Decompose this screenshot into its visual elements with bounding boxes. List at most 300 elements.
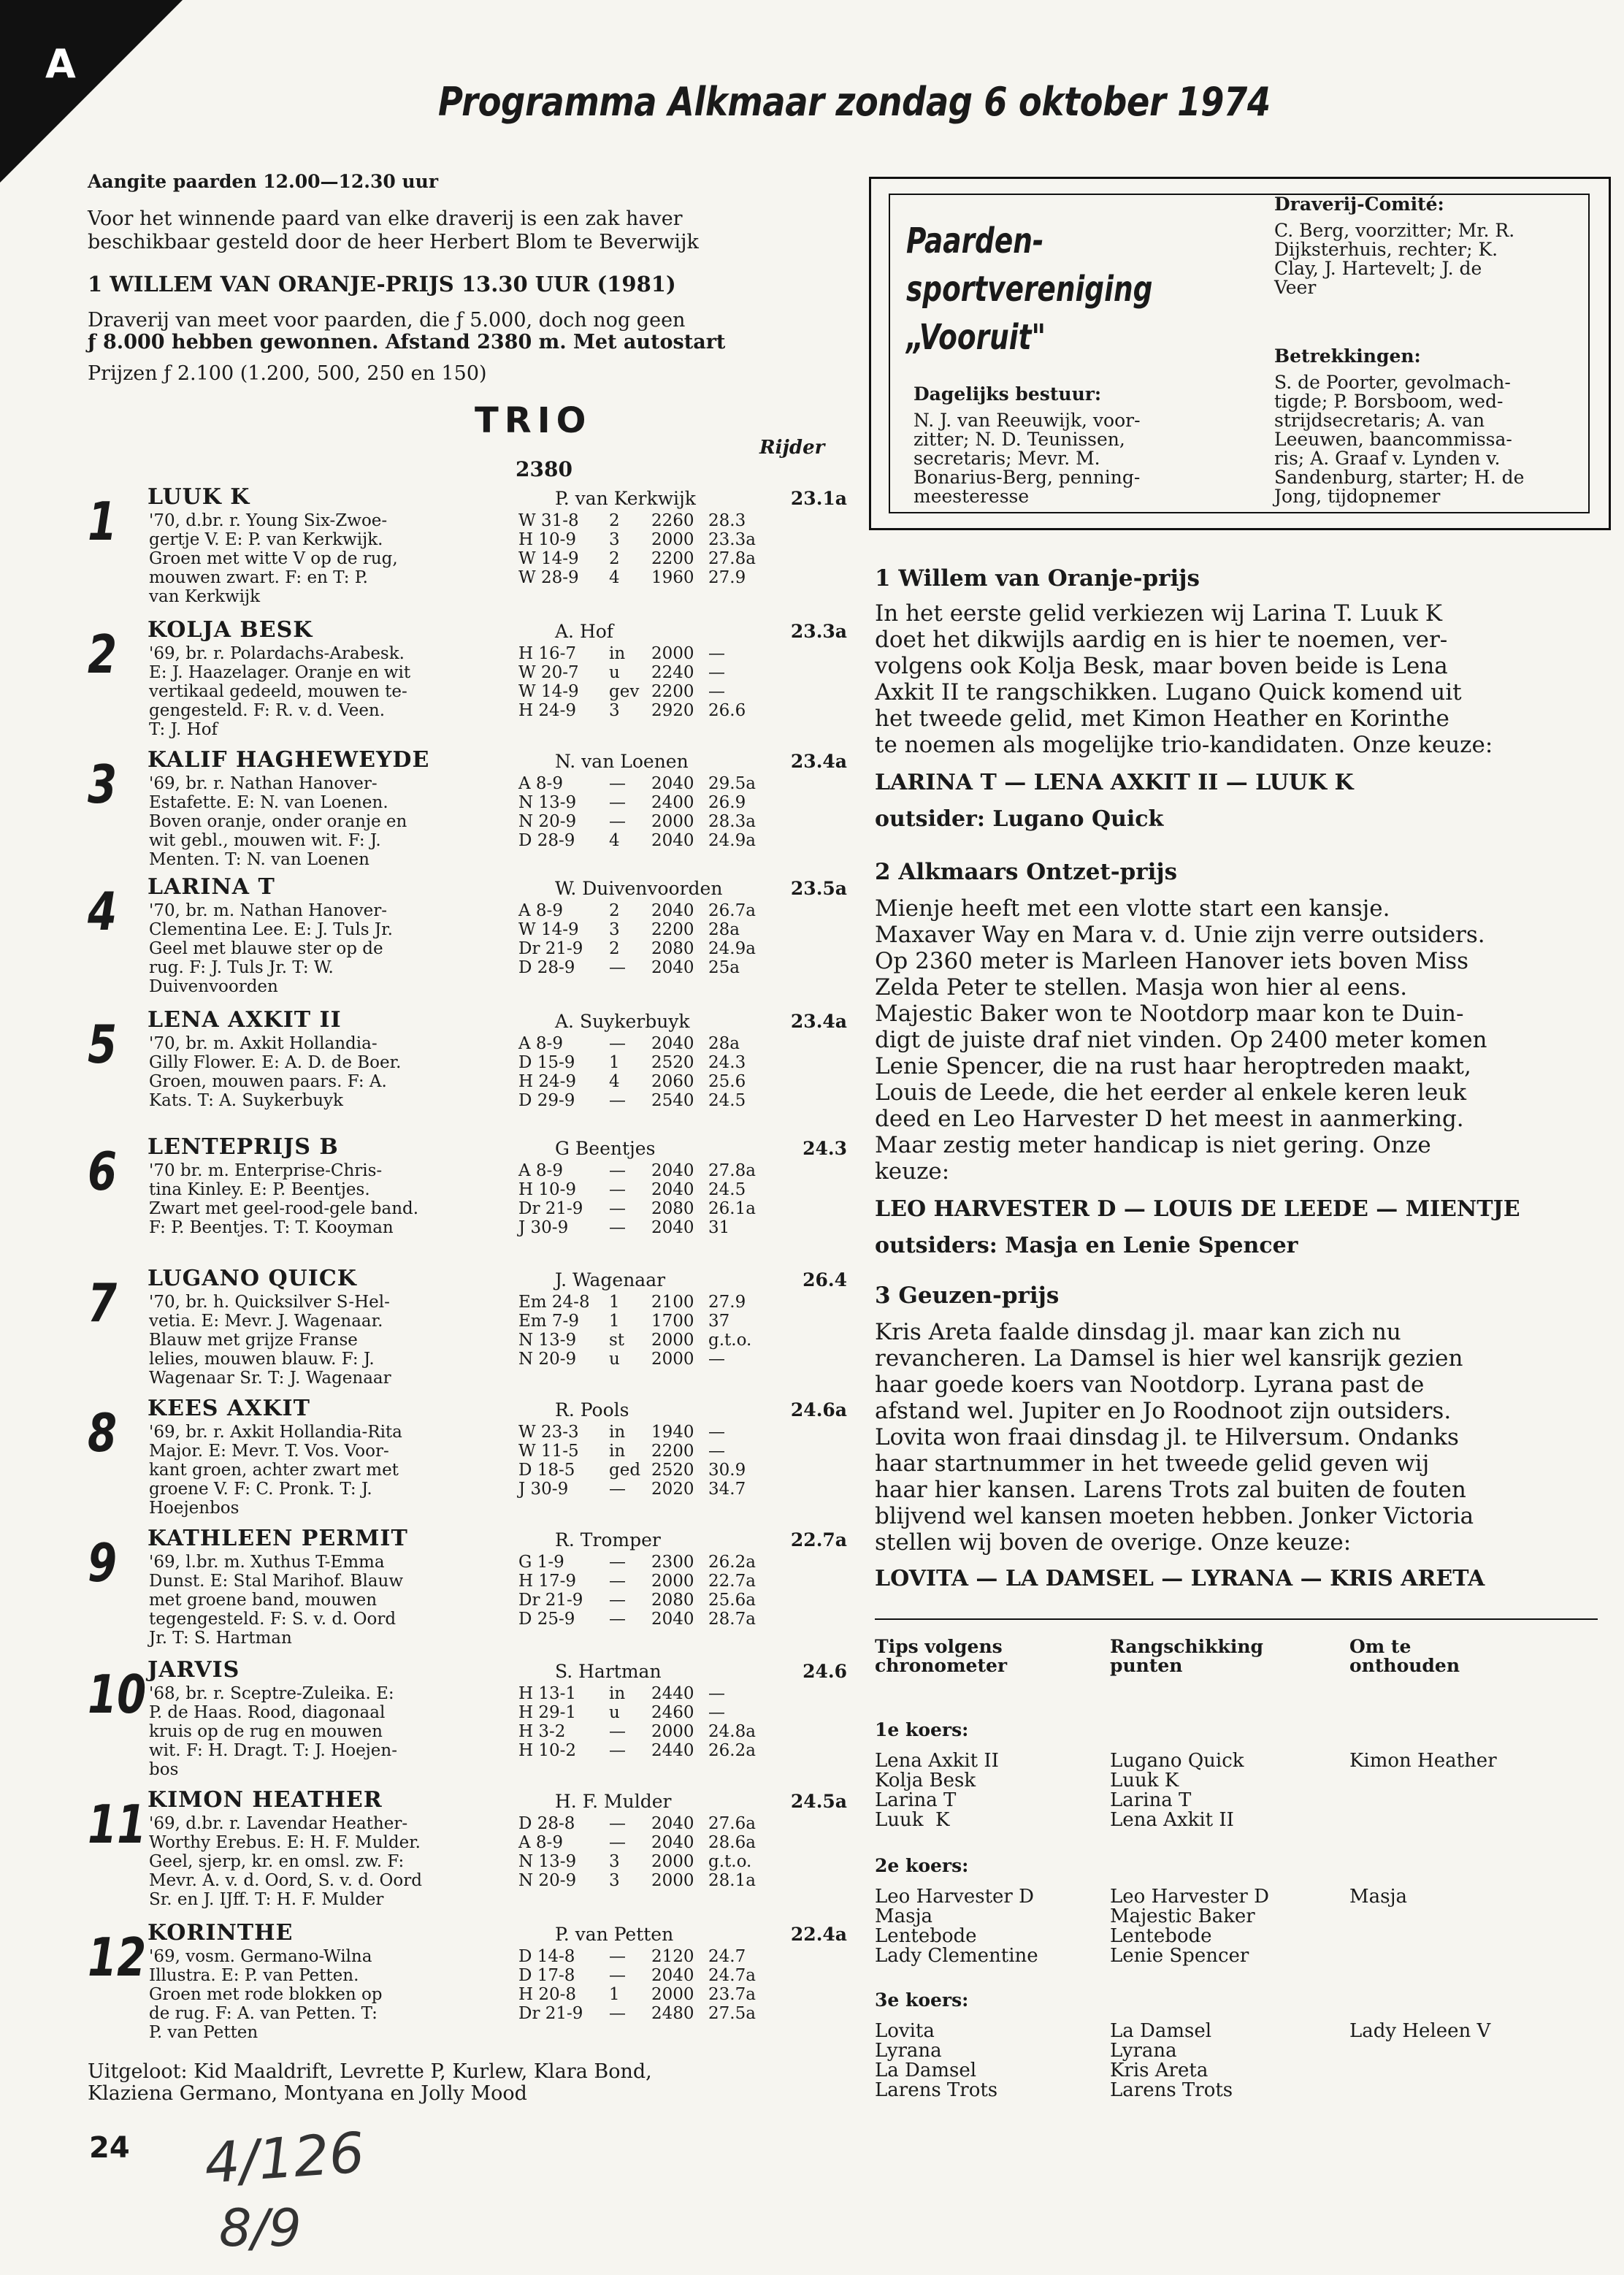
tips-header-chronometer: Tips volgens chronometer: [875, 1636, 1008, 1676]
page-number: 24: [89, 2131, 130, 2165]
result-cell: Dr 21-9: [518, 1199, 583, 1218]
result-cell: H 10-9: [518, 1180, 577, 1199]
result-cell: —: [609, 2004, 626, 2023]
betrekkingen-line: tigde; P. Borsboom, wed-: [1274, 391, 1504, 412]
result-cell: 1700: [651, 1312, 694, 1331]
result-cell: 29.5a: [708, 774, 756, 793]
result-cell: J 30-9: [518, 1480, 569, 1499]
tips-onthouden-list: Kimon Heather: [1349, 1750, 1497, 1772]
result-cell: u: [609, 1350, 620, 1369]
record-time: 24.5a: [790, 1791, 847, 1812]
record-time: 24.6: [803, 1661, 847, 1682]
result-cell: 27.5a: [708, 2004, 756, 2023]
description-line: '68, br. r. Sceptre-Zuleika. E:: [149, 1684, 394, 1703]
commentary-line: haar goede koers van Nootdorp. Lyrana past de: [875, 1372, 1425, 1398]
description-line: Duivenvoorden: [149, 977, 278, 996]
description-line: van Kerkwijk: [149, 587, 261, 606]
result-cell: —: [609, 1814, 626, 1833]
result-cell: —: [609, 1741, 626, 1760]
commentary-line: Kris Areta faalde dinsdag jl. maar kan zich nu: [875, 1319, 1401, 1345]
dagelijks-line: zitter; N. D. Teunissen,: [914, 429, 1125, 450]
horse-name: KEES AXKIT: [148, 1396, 310, 1421]
tips-onthouden-list: Masja: [1349, 1886, 1408, 1908]
rider-name: H. F. Mulder: [555, 1791, 672, 1812]
result-cell: 28.7a: [708, 1610, 756, 1629]
rider-name: R. Tromper: [555, 1529, 661, 1551]
horse-entry: [88, 1266, 847, 1394]
result-cell: 3: [609, 701, 620, 720]
result-cell: —: [609, 1091, 626, 1110]
result-cell: 27.8a: [708, 1161, 756, 1180]
entry-number: 8: [88, 1402, 118, 1464]
result-cell: 1940: [651, 1423, 694, 1442]
description-line: Groen, mouwen paars. F: A.: [149, 1072, 387, 1091]
intro-paragraph: [88, 207, 832, 254]
horse-name: KIMON HEATHER: [148, 1787, 383, 1813]
result-cell: D 25-9: [518, 1610, 575, 1629]
rider-name: W. Duivenvoorden: [555, 878, 723, 899]
result-cell: H 24-9: [518, 1072, 577, 1091]
result-cell: 25.6a: [708, 1591, 756, 1610]
horse-description: [149, 1684, 518, 1779]
result-cell: 2480: [651, 2004, 694, 2023]
result-cell: 28a: [708, 1034, 740, 1053]
result-cell: 2100: [651, 1293, 694, 1312]
description-line: Dunst. E: Stal Marihof. Blauw: [149, 1572, 404, 1591]
recent-results: [518, 644, 847, 720]
result-cell: N 13-9: [518, 1852, 577, 1871]
recent-results: [518, 1293, 847, 1369]
record-time: 22.7a: [790, 1529, 847, 1551]
result-row: [518, 663, 847, 682]
result-row: [518, 682, 847, 701]
rider-name: P. van Kerkwijk: [555, 488, 696, 509]
result-cell: Em 24-8: [518, 1293, 590, 1312]
result-row: [518, 1610, 847, 1629]
tips-punten-list: Lugano Quick Luuk K Larina T Lena Axkit II: [1110, 1750, 1244, 1831]
distance-label: 2380: [516, 457, 572, 481]
record-time: 23.1a: [790, 488, 847, 509]
result-cell: —: [609, 1947, 626, 1966]
entry-number: 5: [88, 1014, 118, 1075]
recent-results: [518, 901, 847, 977]
result-cell: 2000: [651, 1852, 694, 1871]
result-cell: H 3-2: [518, 1722, 566, 1741]
description-line: wit gebl., mouwen wit. F: J.: [149, 831, 381, 850]
rijder-label: Rijder: [759, 437, 825, 459]
rider-name: A. Suykerbuyk: [555, 1011, 690, 1032]
description-line: '70, d.br. r. Young Six-Zwoe-: [149, 511, 388, 530]
result-cell: 2000: [651, 530, 694, 549]
result-row: [518, 831, 847, 850]
result-cell: 2000: [651, 1350, 694, 1369]
description-line: P. van Petten: [149, 2023, 258, 2042]
result-cell: N 20-9: [518, 812, 577, 831]
result-row: [518, 774, 847, 793]
result-cell: 24.5: [708, 1091, 746, 1110]
result-cell: W 23-3: [518, 1423, 579, 1442]
betrekkingen-line: Leeuwen, baancommissa-: [1274, 429, 1512, 450]
result-cell: 28a: [708, 920, 740, 939]
result-row: [518, 793, 847, 812]
race-commentary-title: 3 Geuzen-prijs: [875, 1282, 1060, 1309]
result-cell: Dr 21-9: [518, 1591, 583, 1610]
commentary-line: doet het dikwijls aardig en is hier te noemen, ver-: [875, 627, 1448, 653]
horse-description: [149, 1553, 518, 1648]
entry-number: 6: [88, 1141, 118, 1202]
result-cell: N 13-9: [518, 1331, 577, 1350]
horse-entry: [88, 618, 847, 746]
result-row: [518, 1072, 847, 1091]
horse-name: LUGANO QUICK: [148, 1266, 357, 1291]
result-cell: —: [609, 1722, 626, 1741]
result-row: [518, 958, 847, 977]
result-cell: 2000: [651, 1722, 694, 1741]
description-line: T: J. Hof: [149, 720, 218, 739]
result-cell: —: [609, 1610, 626, 1629]
rider-name: J. Wagenaar: [555, 1269, 666, 1291]
trio-label: TRIO: [475, 400, 592, 441]
dagelijks-text: [914, 411, 1141, 506]
koers-label: 1e koers:: [875, 1719, 969, 1740]
result-row: [518, 1480, 847, 1499]
record-time: 23.5a: [790, 878, 847, 899]
result-cell: 27.9: [708, 1293, 746, 1312]
result-row: [518, 1423, 847, 1442]
description-line: kant groen, achter zwart met: [149, 1461, 399, 1480]
result-cell: —: [708, 1423, 725, 1442]
result-cell: H 13-1: [518, 1684, 577, 1703]
result-cell: 2040: [651, 1833, 694, 1852]
result-cell: 27.9: [708, 568, 746, 587]
betrekkingen-title: Betrekkingen:: [1274, 345, 1421, 367]
commentary-line: Axkit II te rangschikken. Lugano Quick komend uit: [875, 679, 1462, 706]
record-time: 23.4a: [790, 1011, 847, 1032]
betrekkingen-text: [1274, 373, 1524, 506]
club-info-box: [869, 177, 1611, 530]
result-cell: 2540: [651, 1091, 694, 1110]
result-cell: 25.6: [708, 1072, 746, 1091]
horse-entry: [88, 1396, 847, 1524]
description-line: '69, br. r. Polardachs-Arabesk.: [149, 644, 405, 663]
comite-text: [1274, 221, 1514, 297]
result-row: [518, 1947, 847, 1966]
description-line: Worthy Erebus. E: H. F. Mulder.: [149, 1833, 421, 1852]
result-cell: 22.7a: [708, 1572, 756, 1591]
betrekkingen-line: S. de Poorter, gevolmach-: [1274, 372, 1511, 393]
result-cell: 23.7a: [708, 1985, 756, 2004]
result-cell: in: [609, 644, 626, 663]
entry-number: 11: [88, 1794, 147, 1855]
result-row: [518, 1180, 847, 1199]
dagelijks-line: meesteresse: [914, 486, 1030, 507]
description-line: F: P. Beentjes. T: T. Kooyman: [149, 1218, 394, 1237]
entry-number: 2: [88, 624, 118, 685]
result-row: [518, 1741, 847, 1760]
description-line: tegengesteld. F: S. v. d. Oord: [149, 1610, 397, 1629]
horse-name: LARINA T: [148, 874, 275, 900]
result-cell: 2440: [651, 1741, 694, 1760]
result-cell: —: [609, 1180, 626, 1199]
result-cell: 2000: [651, 1871, 694, 1890]
description-line: '70, br. m. Nathan Hanover-: [149, 901, 387, 920]
result-cell: 1960: [651, 568, 694, 587]
description-line: '69, l.br. m. Xuthus T-Emma: [149, 1553, 385, 1572]
result-cell: 24.8a: [708, 1722, 756, 1741]
result-row: [518, 1871, 847, 1890]
result-cell: 3: [609, 1871, 620, 1890]
description-line: '69, br. r. Axkit Hollandia-Rita: [149, 1423, 402, 1442]
result-cell: 2000: [651, 1572, 694, 1591]
race-pick: LARINA T — LENA AXKIT II — LUUK K: [875, 770, 1354, 795]
condition-line: ƒ 8.000 hebben gewonnen. Afstand 2380 m. Met autostart: [88, 331, 726, 353]
rider-name: S. Hartman: [555, 1661, 662, 1682]
result-cell: —: [708, 1442, 725, 1461]
section-letter: A: [45, 41, 76, 87]
result-cell: H 10-2: [518, 1741, 577, 1760]
commentary-line: In het eerste gelid verkiezen wij Larina T. Luuk K: [875, 600, 1442, 627]
race-commentary-text: [875, 1319, 1605, 1556]
club-name: [906, 217, 1152, 362]
race-commentary-title: 1 Willem van Oranje-prijs: [875, 565, 1200, 592]
result-cell: —: [708, 1350, 725, 1369]
horse-name: JARVIS: [148, 1657, 240, 1683]
commentary-line: Maar zestig meter handicap is niet gering. Onze: [875, 1132, 1431, 1158]
horse-description: [149, 511, 518, 606]
result-cell: —: [609, 1034, 626, 1053]
result-cell: 2040: [651, 1161, 694, 1180]
horse-description: [149, 901, 518, 996]
commentary-line: stellen wij boven de overige. Onze keuze:: [875, 1529, 1352, 1556]
race-commentary-title: 2 Alkmaars Ontzet-prijs: [875, 859, 1178, 885]
result-cell: 2080: [651, 939, 694, 958]
result-cell: 2240: [651, 663, 694, 682]
result-cell: —: [708, 1703, 725, 1722]
result-cell: in: [609, 1423, 626, 1442]
commentary-line: Maxaver Way en Mara v. d. Unie zijn verre outsiders.: [875, 922, 1485, 948]
horse-entry: [88, 875, 847, 1003]
description-line: Kats. T: A. Suykerbuyk: [149, 1091, 343, 1110]
handwritten-note: 8/9: [219, 2198, 302, 2258]
horse-name: KOLJA BESK: [148, 617, 313, 643]
result-cell: —: [609, 1591, 626, 1610]
prizes-line: Prijzen ƒ 2.100 (1.200, 500, 250 en 150): [88, 362, 487, 385]
result-row: [518, 644, 847, 663]
result-cell: —: [609, 774, 626, 793]
page-headline: Programma Alkmaar zondag 6 oktober 1974: [438, 79, 1271, 125]
description-line: Sr. en J. IJff. T: H. F. Mulder: [149, 1890, 384, 1909]
result-cell: st: [609, 1331, 625, 1350]
result-row: [518, 1722, 847, 1741]
result-row: [518, 701, 847, 720]
description-line: P. de Haas. Rood, diagonaal: [149, 1703, 386, 1722]
tips-onthouden-list: Lady Heleen V: [1349, 2020, 1491, 2042]
description-line: tina Kinley. E: P. Beentjes.: [149, 1180, 370, 1199]
rider-name: A. Hof: [555, 621, 614, 642]
horse-description: [149, 774, 518, 869]
result-cell: H 10-9: [518, 530, 577, 549]
aangite-line: Aangite paarden 12.00—12.30 uur: [88, 171, 439, 192]
comite-title: Draverij-Comité:: [1274, 194, 1444, 215]
result-cell: H 24-9: [518, 701, 577, 720]
result-cell: —: [609, 1480, 626, 1499]
result-cell: —: [609, 1218, 626, 1237]
dagelijks-line: secretaris; Mevr. M.: [914, 448, 1100, 469]
tips-top-rule: [875, 1618, 1598, 1620]
horse-entry: [88, 1921, 847, 2049]
result-row: [518, 1312, 847, 1331]
commentary-line: Mienje heeft met een vlotte start een kansje.: [875, 895, 1390, 922]
result-cell: —: [609, 812, 626, 831]
result-cell: 2920: [651, 701, 694, 720]
result-cell: 2040: [651, 1180, 694, 1199]
commentary-line: Lovita won fraai dinsdag jl. te Hilversum. Ondanks: [875, 1424, 1459, 1450]
description-line: Groen met witte V op de rug,: [149, 549, 398, 568]
entry-number: 4: [88, 881, 118, 942]
result-cell: 28.1a: [708, 1871, 756, 1890]
recent-results: [518, 1161, 847, 1237]
result-row: [518, 939, 847, 958]
condition-line: Draverij van meet voor paarden, die ƒ 5.000, doch nog geen: [88, 309, 686, 332]
commentary-line: digt de juiste draf niet vinden. Op 2400 meter komen: [875, 1027, 1487, 1053]
result-row: [518, 549, 847, 568]
result-cell: 2000: [651, 644, 694, 663]
result-row: [518, 901, 847, 920]
recent-results: [518, 511, 847, 587]
result-row: [518, 1442, 847, 1461]
club-name-line: sportvereniging: [906, 269, 1153, 310]
horse-entry: [88, 1526, 847, 1654]
race-commentary-text: [875, 600, 1605, 758]
result-cell: 27.6a: [708, 1814, 756, 1833]
result-cell: N 20-9: [518, 1871, 577, 1890]
result-cell: 28.6a: [708, 1833, 756, 1852]
result-cell: 26.1a: [708, 1199, 756, 1218]
result-cell: 23.3a: [708, 530, 756, 549]
result-cell: 1: [609, 1293, 620, 1312]
result-cell: Dr 21-9: [518, 939, 583, 958]
result-row: [518, 530, 847, 549]
entry-number: 1: [88, 491, 118, 552]
race-outsiders: outsider: Lugano Quick: [875, 806, 1164, 832]
description-line: Illustra. E: P. van Petten.: [149, 1966, 359, 1985]
description-line: Gilly Flower. E: A. D. de Boer.: [149, 1053, 402, 1072]
rider-name: G Beentjes: [555, 1138, 656, 1159]
horse-entry: [88, 1658, 847, 1786]
description-line: Zwart met geel-rood-gele band.: [149, 1199, 419, 1218]
result-cell: —: [609, 1966, 626, 1985]
result-cell: 28.3a: [708, 812, 756, 831]
description-line: gengesteld. F: R. v. d. Veen.: [149, 701, 386, 720]
result-row: [518, 1985, 847, 2004]
result-cell: W 11-5: [518, 1442, 579, 1461]
entry-number: 3: [88, 754, 118, 815]
result-cell: G 1-9: [518, 1553, 564, 1572]
uitgeloot-line: Uitgeloot: Kid Maaldrift, Levrette P, Kurlew, Klara Bond,: [88, 2060, 652, 2083]
result-cell: H 20-8: [518, 1985, 577, 2004]
result-row: [518, 1331, 847, 1350]
result-cell: 2: [609, 549, 620, 568]
result-cell: gev: [609, 682, 640, 701]
tips-header-onthouden: Om te onthouden: [1349, 1636, 1460, 1676]
result-row: [518, 1966, 847, 1985]
result-cell: 2120: [651, 1947, 694, 1966]
result-cell: 24.5: [708, 1180, 746, 1199]
result-cell: D 29-9: [518, 1091, 575, 1110]
description-line: Geel, sjerp, kr. en omsl. zw. F:: [149, 1852, 405, 1871]
result-cell: 2000: [651, 1331, 694, 1350]
dagelijks-line: N. J. van Reeuwijk, voor-: [914, 410, 1141, 431]
result-cell: 24.7a: [708, 1966, 756, 1985]
result-cell: D 14-8: [518, 1947, 575, 1966]
description-line: vertikaal gedeeld, mouwen te-: [149, 682, 407, 701]
comite-line: C. Berg, voorzitter; Mr. R.: [1274, 220, 1515, 241]
result-cell: 2040: [651, 831, 694, 850]
comite-line: Veer: [1274, 277, 1317, 298]
result-cell: A 8-9: [518, 901, 563, 920]
horse-description: [149, 1293, 518, 1388]
result-cell: A 8-9: [518, 1034, 563, 1053]
section-corner-marker: [0, 0, 183, 183]
result-cell: 26.7a: [708, 901, 756, 920]
result-row: [518, 1350, 847, 1369]
result-row: [518, 1199, 847, 1218]
result-cell: 2: [609, 901, 620, 920]
tips-chronometer-list: Lovita Lyrana La Damsel Larens Trots: [875, 2020, 998, 2101]
result-cell: 2000: [651, 812, 694, 831]
result-cell: 2040: [651, 1966, 694, 1985]
result-cell: —: [609, 1199, 626, 1218]
result-row: [518, 1218, 847, 1237]
description-line: Jr. T: S. Hartman: [149, 1629, 292, 1648]
record-time: 23.3a: [790, 621, 847, 642]
result-cell: —: [609, 1833, 626, 1852]
result-cell: 3: [609, 530, 620, 549]
description-line: rug. F: J. Tuls Jr. T: W.: [149, 958, 334, 977]
result-cell: 24.9a: [708, 939, 756, 958]
horse-entry: [88, 1135, 847, 1263]
tips-punten-list: La Damsel Lyrana Kris Areta Larens Trots: [1110, 2020, 1233, 2101]
description-line: bos: [149, 1760, 179, 1779]
commentary-line: revancheren. La Damsel is hier wel kansrijk gezien: [875, 1345, 1463, 1372]
horse-description: [149, 1161, 518, 1237]
result-cell: 4: [609, 831, 620, 850]
commentary-line: Majestic Baker won te Nootdorp maar kon te Duin-: [875, 1001, 1464, 1027]
description-line: '69, br. r. Nathan Hanover-: [149, 774, 378, 793]
horse-description: [149, 1947, 518, 2042]
description-line: Blauw met grijze Franse: [149, 1331, 358, 1350]
rider-name: P. van Petten: [555, 1924, 674, 1945]
description-line: Boven oranje, onder oranje en: [149, 812, 407, 831]
horse-description: [149, 1814, 518, 1909]
result-cell: in: [609, 1442, 626, 1461]
result-cell: 26.2a: [708, 1741, 756, 1760]
description-line: mouwen zwart. F: en T: P.: [149, 568, 368, 587]
description-line: Mevr. A. v. d. Oord, S. v. d. Oord: [149, 1871, 422, 1890]
tips-table: [875, 1618, 1605, 2101]
uitgeloot-line: Klaziena Germano, Montyana en Jolly Mood: [88, 2082, 527, 2105]
result-row: [518, 1572, 847, 1591]
recent-results: [518, 1553, 847, 1629]
result-cell: D 15-9: [518, 1053, 575, 1072]
recent-results: [518, 1684, 847, 1760]
description-line: kruis op de rug en mouwen: [149, 1722, 383, 1741]
result-cell: H 16-7: [518, 644, 577, 663]
record-time: 22.4a: [790, 1924, 847, 1945]
result-cell: 31: [708, 1218, 730, 1237]
description-line: Clementina Lee. E: J. Tuls Jr.: [149, 920, 393, 939]
commentary-line: Louis de Leede, die het eerder al enkele keren leuk: [875, 1079, 1466, 1106]
